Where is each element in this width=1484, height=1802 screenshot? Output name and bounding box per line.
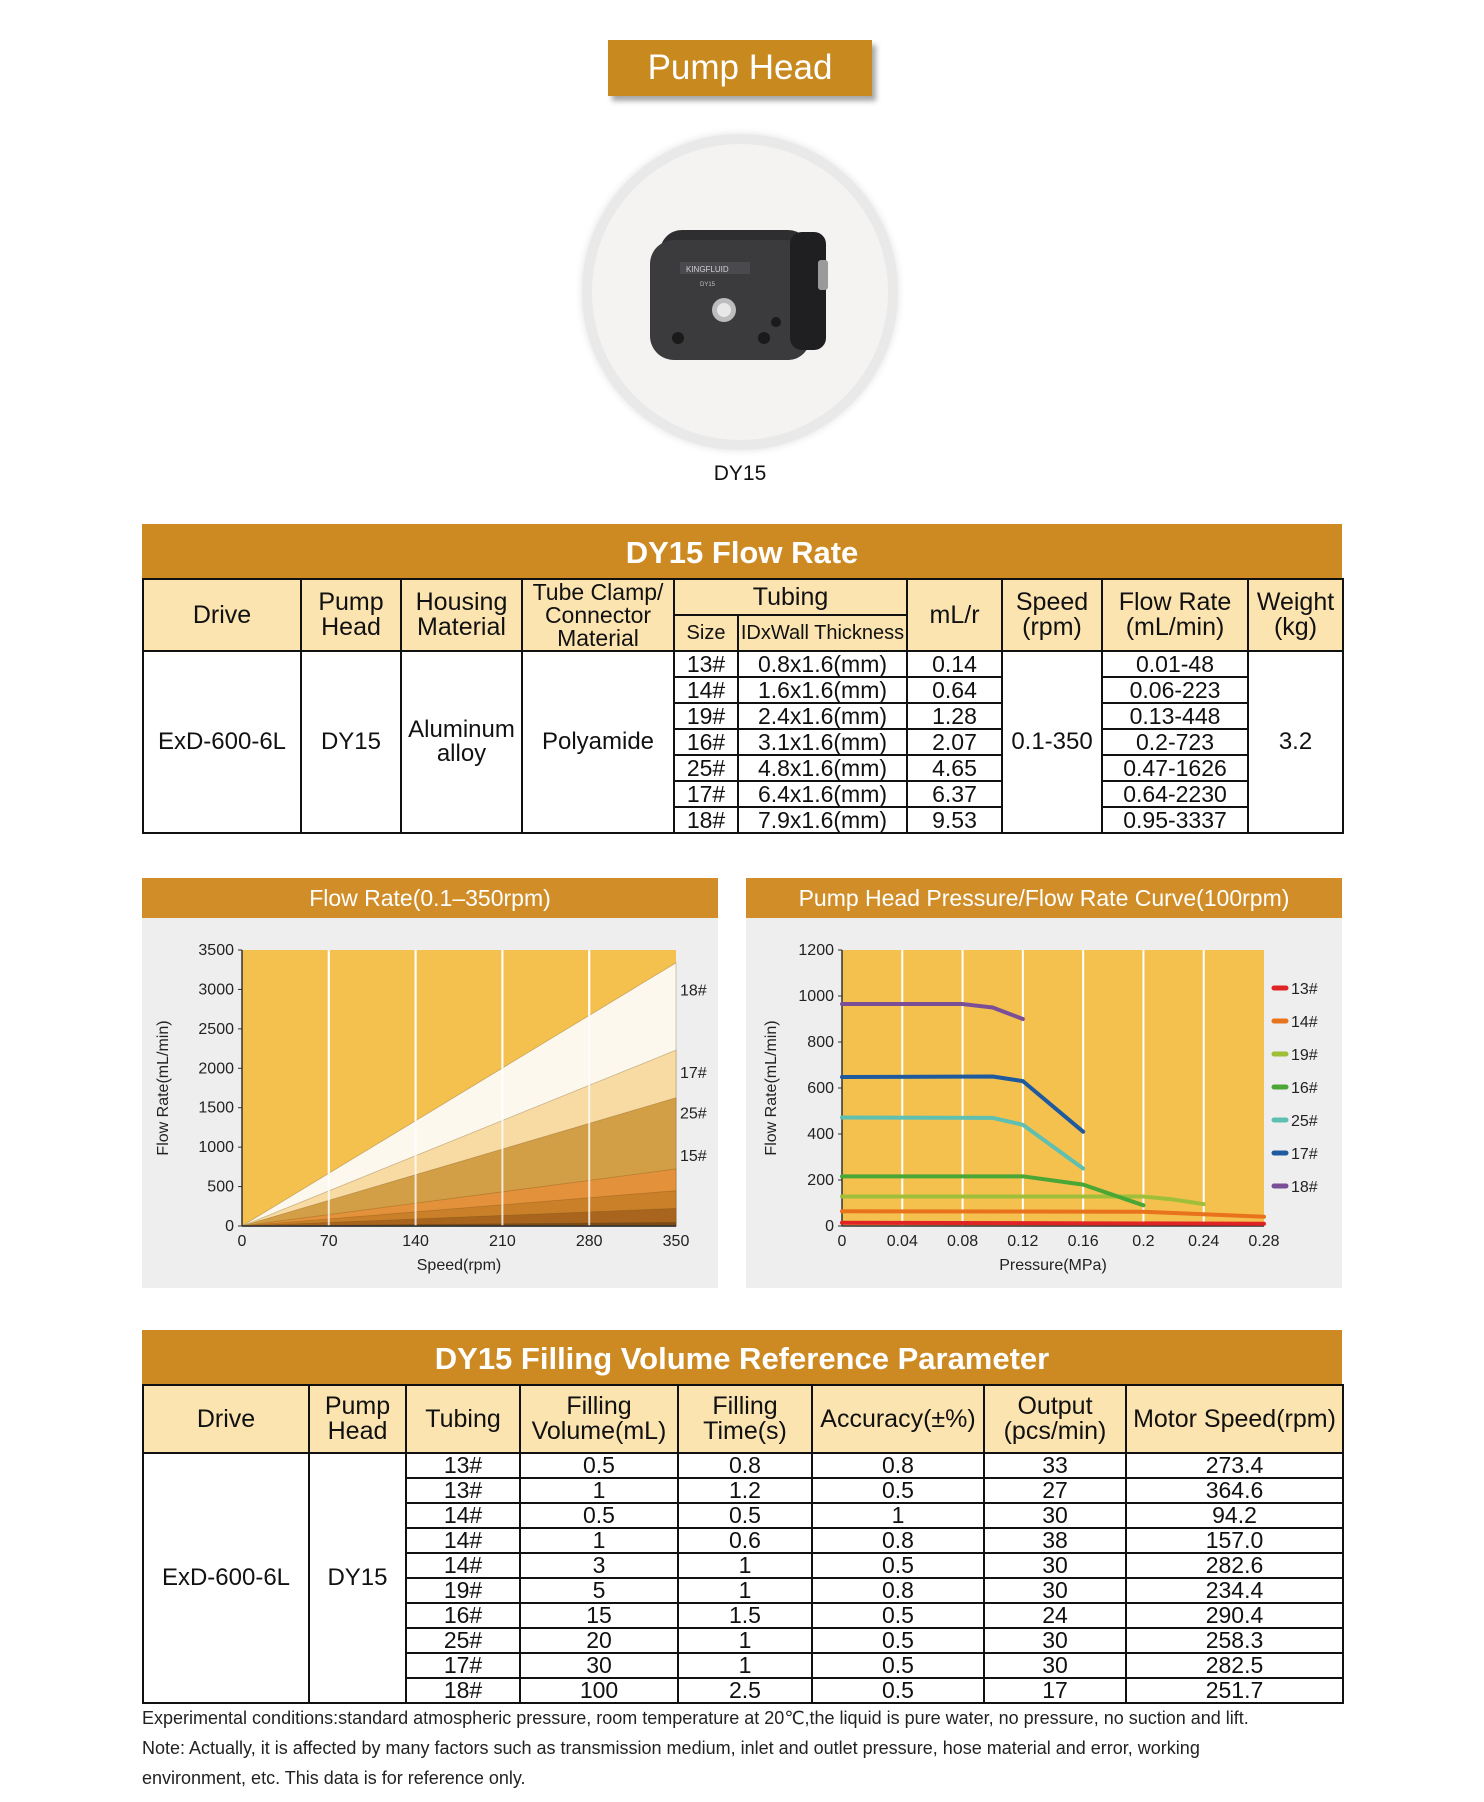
line-series-13# [842,1223,1264,1224]
idwall-cell: 7.9x1.6(mm) [738,807,907,833]
col-clamp: Tube Clamp/ Connector Material [522,579,674,651]
x-tick-label: 140 [402,1233,429,1250]
accuracy-cell: 0.8 [812,1528,984,1553]
legend-label: 16# [1291,1080,1318,1097]
series-label: 15# [680,1148,707,1166]
col-size: Size [674,615,738,651]
output-cell: 38 [984,1528,1126,1553]
y-tick-label: 400 [807,1126,834,1143]
output-cell: 17 [984,1678,1126,1703]
y-tick-label: 0 [825,1218,834,1235]
flow-cell: 0.06-223 [1102,677,1248,703]
housing-cell: Aluminum alloy [401,651,522,833]
motor-cell: 234.4 [1126,1578,1343,1603]
pump-head-cell: DY15 [301,651,401,833]
drive-cell: ExD-600-6L [143,1453,309,1703]
col-motor-speed: Motor Speed(rpm) [1126,1385,1343,1453]
flow-cell: 0.2-723 [1102,729,1248,755]
x-tick-label: 0.16 [1067,1233,1099,1250]
col-output: Output (pcs/min) [984,1385,1126,1453]
size-cell: 17# [674,781,738,807]
idwall-cell: 4.8x1.6(mm) [738,755,907,781]
y-tick-label: 3500 [198,942,234,959]
y-tick-label: 2000 [198,1060,234,1078]
mlr-cell: 0.64 [907,677,1002,703]
motor-cell: 282.5 [1126,1653,1343,1678]
col-tubing: Tubing [406,1385,520,1453]
tubing-cell: 17# [406,1653,520,1678]
col-speed: Speed (rpm) [1002,579,1102,651]
footnote-note-continued: environment, etc. This data is for reference only. [142,1768,526,1788]
motor-cell: 258.3 [1126,1628,1343,1653]
col-pump-head: Pump Head [309,1385,406,1453]
accuracy-cell: 0.8 [812,1578,984,1603]
time-cell: 1 [678,1653,812,1678]
tubing-cell: 14# [406,1553,520,1578]
volume-cell: 100 [520,1678,678,1703]
accuracy-cell: 1 [812,1503,984,1528]
series-label: 17# [680,1065,707,1083]
pressure-curve-chart-panel [746,878,1342,1288]
col-drive: Drive [143,1385,309,1453]
x-tick-label: 0.04 [886,1233,918,1250]
volume-cell: 1 [520,1528,678,1553]
col-tubing: Tubing [674,579,907,615]
accuracy-cell: 0.8 [812,1453,984,1478]
accuracy-cell: 0.5 [812,1628,984,1653]
pressure-curve-chart [746,918,1342,1288]
flow-table-title: DY15 Flow Rate [142,524,1342,578]
y-tick-label: 800 [807,1034,834,1051]
x-axis-title: Pressure(MPa) [999,1257,1107,1274]
tubing-cell: 14# [406,1503,520,1528]
flow-rate-table [142,524,1342,834]
flow-cell: 0.47-1626 [1102,755,1248,781]
idwall-cell: 2.4x1.6(mm) [738,703,907,729]
motor-cell: 290.4 [1126,1603,1343,1628]
table-row [143,651,1343,677]
accuracy-cell: 0.5 [812,1678,984,1703]
y-tick-label: 500 [207,1178,234,1196]
pressure-curve-chart-title: Pump Head Pressure/Flow Rate Curve(100rpm) [746,878,1342,918]
col-accuracy: Accuracy(±%) [812,1385,984,1453]
brand-label: KINGFLUID [686,265,729,274]
volume-cell: 5 [520,1578,678,1603]
size-cell: 14# [674,677,738,703]
mlr-cell: 9.53 [907,807,1002,833]
y-axis-title: Flow Rate(mL/min) [763,1020,780,1156]
x-tick-label: 0.12 [1007,1233,1039,1250]
motor-cell: 251.7 [1126,1678,1343,1703]
volume-cell: 3 [520,1553,678,1578]
x-tick-label: 0.28 [1248,1233,1280,1250]
volume-cell: 1 [520,1478,678,1503]
output-cell: 33 [984,1453,1126,1478]
col-filling-time: Filling Time(s) [678,1385,812,1453]
size-cell: 16# [674,729,738,755]
fill-table-title: DY15 Filling Volume Reference Parameter [142,1330,1342,1384]
mlr-cell: 1.28 [907,703,1002,729]
legend-label: 13# [1291,981,1318,998]
tubing-cell: 25# [406,1628,520,1653]
y-tick-label: 600 [807,1080,834,1097]
table-row [143,1453,1343,1478]
x-tick-label: 70 [319,1233,338,1250]
y-tick-label: 3000 [198,981,234,999]
x-tick-label: 0 [237,1233,247,1250]
flow-rate-chart [142,918,718,1288]
idwall-cell: 0.8x1.6(mm) [738,651,907,677]
mlr-cell: 4.65 [907,755,1002,781]
tubing-cell: 13# [406,1453,520,1478]
x-tick-label: 350 [662,1233,690,1250]
y-tick-label: 2500 [198,1020,234,1038]
flow-cell: 0.95-3337 [1102,807,1248,833]
volume-cell: 15 [520,1603,678,1628]
volume-cell: 30 [520,1653,678,1678]
series-label: 18# [680,982,707,1000]
time-cell: 2.5 [678,1678,812,1703]
time-cell: 0.5 [678,1503,812,1528]
size-cell: 13# [674,651,738,677]
x-tick-label: 210 [489,1233,516,1250]
x-axis-title: Speed(rpm) [416,1257,502,1274]
legend-label: 14# [1291,1014,1318,1031]
output-cell: 30 [984,1578,1126,1603]
col-mlr: mL/r [907,579,1002,651]
legend-label: 25# [1291,1113,1318,1130]
flow-cell: 0.13-448 [1102,703,1248,729]
motor-cell: 273.4 [1126,1453,1343,1478]
footnote-note: Note: Actually, it is affected by many factors such as transmission medium, inlet and outlet pressure, hose material and error, working [142,1738,1200,1758]
motor-cell: 364.6 [1126,1478,1343,1503]
size-cell: 18# [674,807,738,833]
product-caption: DY15 [713,462,767,485]
output-cell: 24 [984,1603,1126,1628]
output-cell: 30 [984,1553,1126,1578]
tubing-cell: 16# [406,1603,520,1628]
speed-cell: 0.1-350 [1002,651,1102,833]
time-cell: 1 [678,1628,812,1653]
output-cell: 30 [984,1628,1126,1653]
weight-cell: 3.2 [1248,651,1343,833]
col-idwall: IDxWall Thickness [738,615,907,651]
y-tick-label: 200 [807,1172,834,1189]
legend-label: 19# [1291,1047,1318,1064]
volume-cell: 20 [520,1628,678,1653]
output-cell: 27 [984,1478,1126,1503]
y-tick-label: 1200 [798,942,834,959]
idwall-cell: 3.1x1.6(mm) [738,729,907,755]
accuracy-cell: 0.5 [812,1553,984,1578]
legend-label: 18# [1291,1179,1318,1196]
y-tick-label: 0 [225,1218,234,1235]
series-label: 25# [680,1105,707,1123]
accuracy-cell: 0.5 [812,1478,984,1503]
footnote-conditions: Experimental conditions:standard atmospheric pressure, room temperature at 20℃,the liquid is pure water, no pressure, no suction and lift. [142,1708,1249,1728]
col-drive: Drive [143,579,301,651]
time-cell: 1 [678,1578,812,1603]
motor-cell: 157.0 [1126,1528,1343,1553]
col-weight: Weight (kg) [1248,579,1343,651]
time-cell: 1 [678,1553,812,1578]
section-title: Pump Head [647,48,833,87]
y-axis-title: Flow Rate(mL/min) [155,1020,172,1156]
tubing-cell: 13# [406,1478,520,1503]
pump-head-image [640,210,840,370]
mlr-cell: 2.07 [907,729,1002,755]
size-cell: 19# [674,703,738,729]
flow-cell: 0.01-48 [1102,651,1248,677]
flow-rate-chart-title: Flow Rate(0.1–350rpm) [142,878,718,918]
x-tick-label: 0 [837,1233,847,1250]
clamp-cell: Polyamide [522,651,674,833]
col-pump-head: Pump Head [301,579,401,651]
legend-label: 17# [1291,1146,1318,1163]
time-cell: 1.2 [678,1478,812,1503]
motor-cell: 94.2 [1126,1503,1343,1528]
idwall-cell: 1.6x1.6(mm) [738,677,907,703]
x-tick-label: 0.08 [947,1233,979,1250]
output-cell: 30 [984,1503,1126,1528]
section-title-badge [608,40,872,96]
mlr-cell: 6.37 [907,781,1002,807]
model-label: DY15 [700,282,716,288]
filling-volume-table [142,1330,1342,1704]
plot-area [842,950,1264,1226]
x-tick-label: 0.2 [1132,1233,1155,1250]
drive-cell: ExD-600-6L [143,651,301,833]
time-cell: 0.8 [678,1453,812,1478]
y-tick-label: 1000 [798,988,834,1005]
output-cell: 30 [984,1653,1126,1678]
idwall-cell: 6.4x1.6(mm) [738,781,907,807]
motor-cell: 282.6 [1126,1553,1343,1578]
col-housing: Housing Material [401,579,522,651]
volume-cell: 0.5 [520,1503,678,1528]
size-cell: 25# [674,755,738,781]
accuracy-cell: 0.5 [812,1653,984,1678]
y-tick-label: 1500 [198,1099,234,1117]
tubing-cell: 14# [406,1528,520,1553]
flow-rate-chart-panel [142,878,718,1288]
tubing-cell: 18# [406,1678,520,1703]
x-tick-label: 0.24 [1188,1233,1220,1250]
accuracy-cell: 0.5 [812,1603,984,1628]
y-tick-label: 1000 [198,1139,234,1157]
x-tick-label: 280 [575,1233,603,1250]
mlr-cell: 0.14 [907,651,1002,677]
pump-head-cell: DY15 [309,1453,406,1703]
tubing-cell: 19# [406,1578,520,1603]
time-cell: 0.6 [678,1528,812,1553]
volume-cell: 0.5 [520,1453,678,1478]
flow-cell: 0.64-2230 [1102,781,1248,807]
col-filling-volume: Filling Volume(mL) [520,1385,678,1453]
col-flow: Flow Rate (mL/min) [1102,579,1248,651]
time-cell: 1.5 [678,1603,812,1628]
